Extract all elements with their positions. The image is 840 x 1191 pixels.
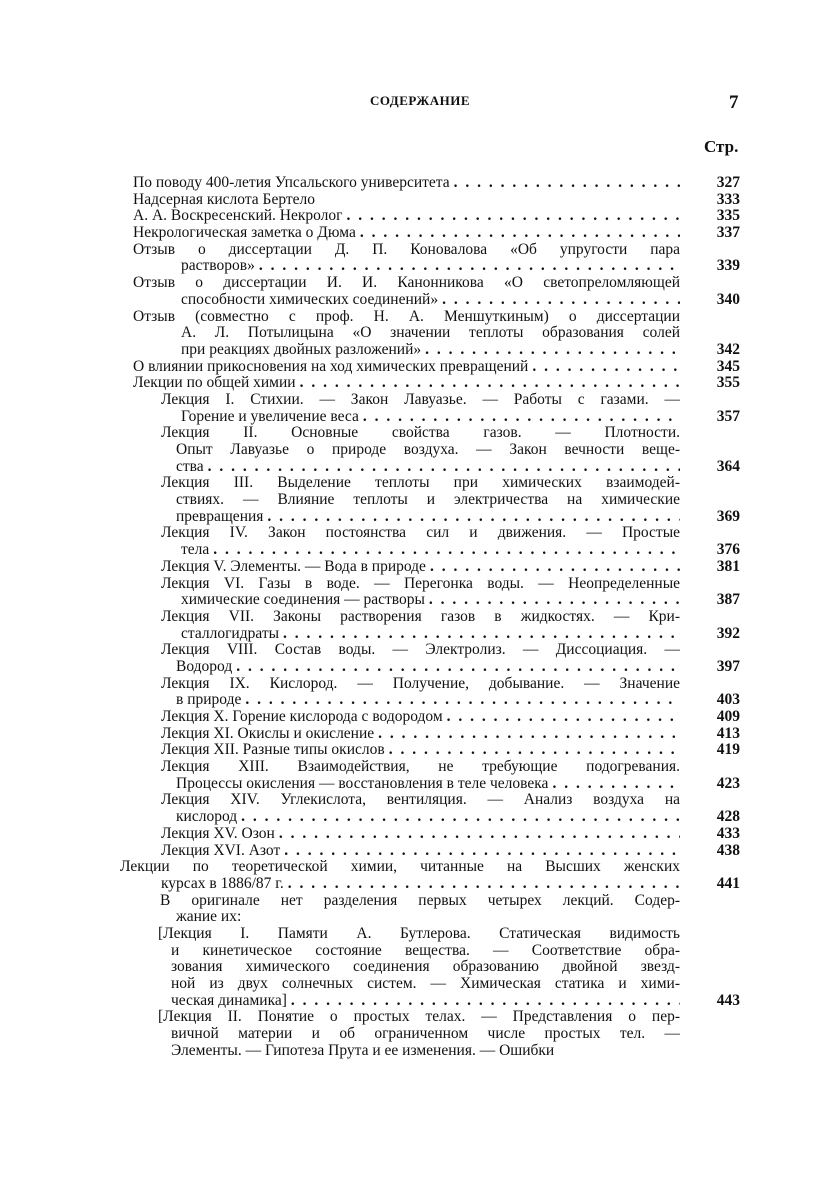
dot-leader: [359, 409, 680, 426]
toc-entry: [0, 893, 840, 926]
dot-leader: [450, 175, 680, 192]
toc-entry-line: Элементы. — Гипотеза Прута и ее изменения. — Ошибки: [171, 1042, 555, 1059]
toc-entry-text: химические соединения — растворы: [181, 592, 425, 609]
toc-entry-line: [161, 876, 680, 893]
toc-entry-page: 340: [716, 290, 740, 308]
dot-leader: [279, 626, 680, 643]
toc-entry-page: 423: [716, 774, 740, 792]
toc-entry-line: Лекция XIII. Взаимодействия, не требующие подогревания.: [161, 759, 680, 776]
dot-leader: [443, 709, 680, 726]
toc-entry-line: [Лекция I. Памяти А. Бутлерова. Статическая видимость: [158, 925, 680, 942]
toc-entry-page: 409: [716, 708, 740, 725]
toc-entry-line: [133, 175, 680, 192]
toc-entry-line: ной из двух солнечных систем. — Химическая статика и хими-: [171, 976, 680, 992]
toc-entry: [0, 709, 840, 726]
toc-entry-line: Надсерная кислота Бертело: [133, 191, 316, 208]
toc-entry-page: 327: [716, 174, 740, 191]
toc-entry-line: Лекция VI. Газы в воде. — Перегонка воды. — Неопределенные: [161, 575, 680, 592]
toc-entry-line: вичной материи и об ограниченном числе простых тел. —: [171, 1026, 680, 1043]
toc-entry-line: [176, 776, 680, 793]
toc-entry-page: 335: [716, 207, 740, 225]
toc-entry-page: 428: [716, 808, 740, 826]
toc-entry: [0, 359, 840, 376]
toc-entry-text: Водород: [176, 658, 233, 675]
toc-entry-text: Лекции по общей химии: [133, 375, 296, 392]
toc-entry-page: 337: [716, 224, 740, 242]
toc-entry-line: [133, 225, 680, 242]
toc-entry-text: Процессы окисления — восстановления в теле человека: [176, 775, 549, 792]
toc-entry-page: 376: [716, 541, 740, 559]
toc-entry-text: Лекция XI. Окислы и окисление: [161, 725, 375, 742]
toc-entry-page: 403: [716, 691, 740, 709]
toc-entry-line: Отзыв о диссертации Д. П. Коновалова «Об упругости пара: [133, 241, 680, 258]
toc-entry-line: [Лекция II. Понятие о простых телах. — Представления о пер-: [158, 1009, 680, 1026]
toc-entry-line: жание их:: [176, 909, 242, 926]
toc-entry-page: 397: [716, 657, 740, 675]
toc-entry: [0, 859, 840, 892]
toc-entry: [0, 225, 840, 242]
dot-leader: [284, 876, 680, 893]
toc-entry-text: при реакциях двойных разложений»: [181, 341, 422, 358]
dot-leader: [232, 659, 680, 676]
page-column-label: Стр.: [704, 137, 739, 156]
toc-entry-text: А. А. Воскресенский. Некролог: [133, 208, 343, 225]
toc-entry-text: О влиянии прикосновения на ход химических превращений: [133, 358, 529, 375]
toc-entry-line: и кинетическое состояние вещества. — Соответствие обра-: [171, 942, 680, 959]
toc-entry-line: зования химического соединения образованию двойной звезд-: [171, 959, 680, 976]
toc-entry: [0, 525, 840, 558]
toc-entry: [0, 475, 840, 525]
toc-entry-page: 433: [716, 824, 740, 842]
toc-entry-line: [181, 258, 680, 275]
toc-entry-text: По поводу 400-летия Упсальского университета: [133, 175, 450, 191]
toc-entry: [0, 826, 840, 843]
toc-entry: [0, 576, 840, 609]
toc-entry: [0, 309, 840, 359]
toc-entry-page: 441: [716, 874, 740, 892]
toc-entry-page: 342: [716, 340, 740, 358]
toc-entry-text: Горение и увеличение веса: [181, 408, 359, 425]
toc-entry-line: Лекция IX. Кислород. — Получение, добывание. — Значение: [161, 675, 680, 692]
toc-entry-text: Лекция XVI. Азот: [161, 842, 281, 859]
toc-entry-line: [161, 742, 680, 759]
toc-entry-text: в природе: [176, 692, 242, 709]
dot-leader: [255, 258, 680, 275]
toc-entry-line: [181, 409, 680, 426]
toc-entry-text: ства: [176, 458, 204, 475]
toc-entry: [0, 843, 840, 860]
dot-leader: [241, 692, 680, 709]
toc-entry: [0, 642, 840, 675]
page-number: 7: [729, 92, 739, 113]
dot-leader: [296, 375, 680, 392]
toc-entry-text: Некрологическая заметка о Дюма: [133, 225, 356, 242]
toc-entry: [0, 192, 840, 209]
dot-leader: [425, 592, 680, 609]
dot-leader: [385, 742, 680, 759]
toc-entry-text: способности химических соединений»: [181, 291, 439, 308]
toc-entry-page: 339: [716, 257, 740, 275]
toc-entry-line: [171, 993, 680, 1010]
toc-entry-line: [176, 509, 680, 526]
toc-entry-line: [133, 359, 680, 376]
toc-entry-text: ческая динамика]: [171, 992, 287, 1009]
dot-leader: [421, 342, 680, 359]
toc-entry-line: [181, 592, 680, 609]
toc-entry: [0, 208, 840, 225]
toc-entry-text: Лекция V. Элементы. — Вода в природе: [161, 558, 426, 575]
toc-entry-line: Лекция III. Выделение теплоты при химических взаимодей-: [161, 475, 680, 492]
toc-entry: [0, 375, 840, 392]
toc-entry-line: А. Л. Потылицына «О значении теплоты образования солей: [181, 325, 680, 342]
toc-entry-text: превращения: [176, 508, 264, 525]
toc-entry-text: тела: [181, 542, 210, 559]
toc-entry-line: [176, 459, 680, 476]
dot-leader: [287, 993, 680, 1010]
toc-entry: [0, 392, 840, 425]
toc-entry-line: [133, 375, 680, 392]
toc-entry-text: сталлогидраты: [181, 625, 280, 642]
toc-entry-text: кислород: [176, 809, 238, 826]
dot-leader: [204, 459, 680, 476]
toc-entry-line: [176, 692, 680, 709]
toc-entry-page: 443: [716, 991, 740, 1009]
toc-entry-text: Лекция X. Горение кислорода с водородом: [161, 709, 443, 725]
toc-entry: [0, 175, 840, 192]
toc-entry-line: [161, 843, 680, 860]
dot-leader: [426, 559, 680, 576]
toc-entry-line: [161, 709, 680, 726]
toc-entry-page: 381: [716, 557, 740, 575]
toc-entry-line: [176, 809, 680, 826]
toc-entry: [0, 609, 840, 642]
toc-entry-line: Лекция IV. Закон постоянства сил и движения. — Простые: [161, 525, 680, 542]
toc-entry-page: 333: [716, 190, 740, 208]
dot-leader: [548, 776, 680, 793]
toc-entry-page: 419: [716, 741, 740, 759]
toc-entry-page: 392: [716, 624, 740, 642]
toc-entry: [0, 1009, 840, 1059]
toc-entry-text: Лекция XII. Разные типы окислов: [161, 742, 385, 759]
toc-entry: [0, 425, 840, 475]
toc-entry-line: Лекция VIII. Состав воды. — Электролиз. — Диссоциация. —: [161, 642, 680, 659]
toc-entry-page: 345: [716, 357, 740, 375]
toc-entry: [0, 742, 840, 759]
running-header-title: СОДЕРЖАНИЕ: [369, 93, 471, 108]
dot-leader: [209, 542, 680, 559]
dot-leader: [343, 208, 680, 225]
toc-entry-page: 369: [716, 507, 740, 525]
toc-entry-text: растворов»: [181, 258, 255, 275]
toc-entry-page: 357: [716, 407, 740, 425]
toc-entry-line: [181, 542, 680, 559]
toc-entry-page: 413: [716, 724, 740, 742]
toc-entry-line: Отзыв (совместно с проф. Н. А. Меншуткиным) о диссертации: [133, 308, 680, 325]
toc-entry-page: 438: [716, 841, 740, 859]
dot-leader: [438, 292, 680, 309]
toc-entry-line: Лекция VII. Законы растворения газов в жидкостях. — Кри-: [161, 608, 680, 625]
toc-entry-page: 387: [716, 591, 740, 609]
toc-entry-line: Лекция XIV. Углекислота, вентиляция. — Анализ воздуха на: [161, 792, 680, 809]
toc-entry-line: Отзыв о диссертации И. И. Канонникова «О светопреломляющей: [133, 275, 680, 292]
toc-entry-line: [161, 726, 680, 743]
toc-entry-line: В оригинале нет разделения первых четырех лекций. Содер-: [160, 892, 680, 909]
toc-entry-line: ствиях. — Влияние теплоты и электричества на химические: [176, 492, 680, 509]
toc-entry-line: Лекции по теоретической химии, читанные на Высших женских: [120, 859, 680, 876]
dot-leader: [275, 826, 680, 843]
toc-entry-line: [181, 342, 680, 359]
toc-entry-text: курсах в 1886/87 г.: [161, 875, 284, 892]
toc-entry-line: [176, 659, 680, 676]
toc-entry: [0, 242, 840, 275]
toc-entry-page: 364: [716, 457, 740, 475]
toc-entry: [0, 926, 840, 1009]
toc-entry: [0, 726, 840, 743]
dot-leader: [280, 843, 680, 860]
dot-leader: [374, 726, 680, 743]
toc-entry-line: [133, 208, 680, 225]
dot-leader: [356, 225, 680, 242]
dot-leader: [528, 359, 680, 376]
toc-entry: [0, 559, 840, 576]
toc-entry: [0, 676, 840, 709]
toc-entry-text: Лекция XV. Озон: [161, 825, 275, 842]
toc-entry-line: Лекция I. Стихии. — Закон Лавуазье. — Работы с газами. —: [161, 391, 680, 408]
toc-entry-page: 355: [716, 374, 740, 392]
toc-entry: [0, 275, 840, 308]
toc-entry-line: [181, 292, 680, 309]
toc-entry-line: Опыт Лавуазье о природе воздуха. — Закон вечности веще-: [176, 442, 680, 458]
dot-leader: [263, 509, 680, 526]
toc-entry-line: Лекция II. Основные свойства газов. — Плотности.: [161, 425, 680, 442]
table-of-contents: [0, 175, 840, 1059]
toc-entry-line: [181, 626, 680, 643]
toc-entry: [0, 759, 840, 792]
dot-leader: [237, 809, 680, 826]
toc-entry-line: [161, 559, 680, 576]
toc-entry: [0, 792, 840, 825]
toc-entry-line: [161, 826, 680, 843]
